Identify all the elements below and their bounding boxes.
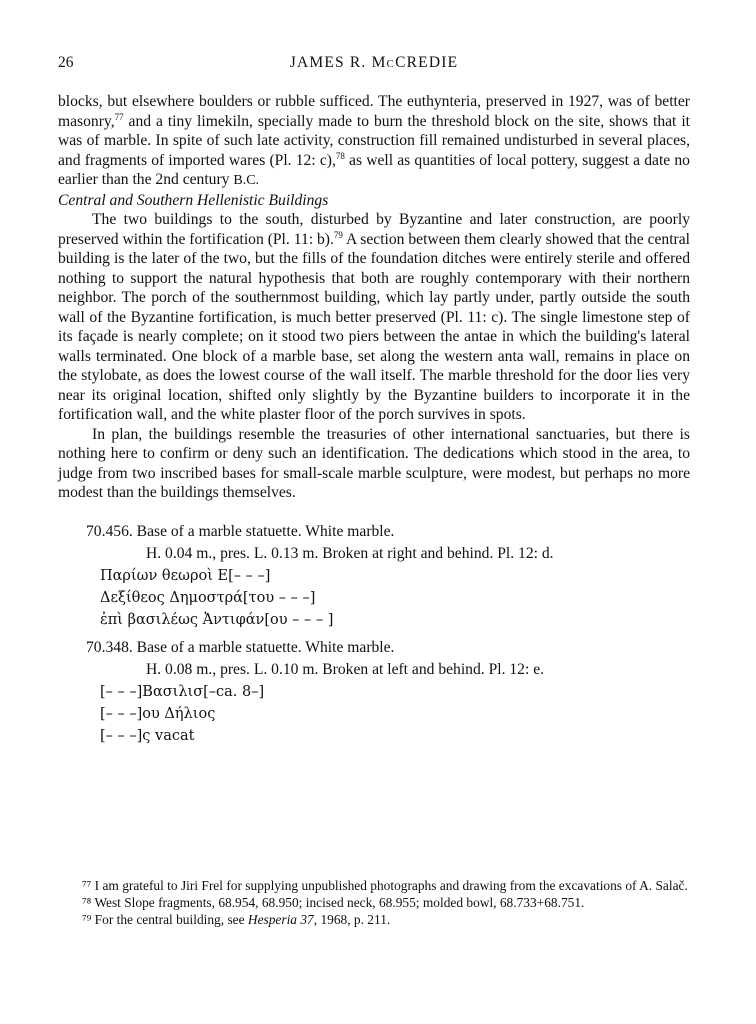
catalogue-title: 70.456. Base of a marble statuette. White marble. bbox=[86, 522, 395, 540]
inscription-line: Παρίων θεωροὶ Ε[– – –] bbox=[100, 567, 271, 584]
catalogue-entry bbox=[58, 637, 690, 747]
intro-text-1: blocks, but elsewhere boulders or rubble sufficed. The euthynteria, preserved in 1927, was of better masonry, bbox=[58, 93, 690, 130]
page-number: 26 bbox=[58, 54, 74, 71]
catalogue-entry bbox=[58, 521, 690, 631]
running-title: JAMES R. McCREDIE bbox=[289, 54, 459, 71]
footnote-79-text: ⁷⁹ For the central building, see bbox=[82, 912, 248, 927]
inscription-line: [– – –]Βασιλισ[–ca. 8–] bbox=[100, 683, 265, 700]
footnotes bbox=[58, 878, 690, 928]
inscription-line: [– – –]ου Δήλιος bbox=[100, 705, 216, 722]
footnote-ref-78: 78 bbox=[335, 150, 345, 161]
footnote-79 bbox=[58, 912, 690, 928]
intro-text-2: and a tiny limekiln, specially made to burn the threshold block on the site, shows that it was of marble. In spite of such late activity, construction fill remained undisturbed in several places, and fragments of imported wares (Pl. 12: c), bbox=[58, 112, 690, 169]
inscription-line: Δεξίθεος Δημοστρά[του – – –] bbox=[100, 589, 316, 606]
inscription-line: ἐπὶ βασιλέως Ἀντιφάν[ου – – – ] bbox=[100, 611, 334, 628]
para1-text-b: A section between them clearly showed that the central building is the later of the two, but the fills of the foundation ditches were entirely sterile and offered nothing to support the natural hypothesis that both are roughly contemporary with their northern neighbor. The porch of the southernmost building, which lay partly under, partly outside the south wall of the Byzantine fortification, is much better preserved (Pl. 11: c). The single limestone step of its façade is nearly complete; on it stood two piers between the antae in which the building's lateral walls terminated. One block of a marble base, set along the western anta wall, remains in place on the stylobate, as does the lowest course of the wall itself. The marble threshold for the door lies very near its original location, shifted only slightly by the Byzantine builders to incorporate it in the fortification wall, and the white plaster floor of the porch survives in spots. bbox=[58, 230, 690, 423]
footnote-ref-79: 79 bbox=[333, 229, 343, 240]
inscription-line: [– – –]ς vacat bbox=[100, 727, 195, 744]
catalogue-title: 70.348. Base of a marble statuette. White marble. bbox=[86, 638, 395, 656]
page-header bbox=[58, 48, 690, 72]
intro-text-3: as well as quantities of local pottery, suggest a date no earlier than the 2nd century bbox=[58, 151, 690, 188]
footnote-79-tail: 1968, p. 211. bbox=[317, 912, 391, 927]
footnote-78: ⁷⁸ West Slope fragments, 68.954, 68.950; incised neck, 68.955; molded bowl, 68.733+68.751. bbox=[82, 895, 585, 910]
section-paragraph-2: In plan, the buildings resemble the treasuries of other international sanctuaries, but there is nothing here to confirm or deny such an identification. The dedications which stood in the area, to judge from two inscribed bases for small-scale marble sculpture, were modest, but perhaps no more modest than the buildings themselves. bbox=[58, 425, 690, 501]
bc-abbrev: B.C. bbox=[233, 173, 260, 188]
catalogue-meta: H. 0.08 m., pres. L. 0.10 m. Broken at left and behind. Pl. 12: e. bbox=[146, 660, 545, 678]
section-heading: Central and Southern Hellenistic Buildings bbox=[58, 191, 329, 209]
intro-paragraph bbox=[58, 92, 690, 191]
journal-title: Hesperia 37, bbox=[247, 912, 318, 927]
para1-text-a: The two buildings to the south, disturbed by Byzantine and later construction, are poorly preserved within the fortification (Pl. 11: b). bbox=[58, 211, 690, 248]
section-paragraph-1 bbox=[58, 210, 690, 425]
footnote-77: ⁷⁷ I am grateful to Jiri Frel for supplying unpublished photographs and drawing from the excavations of A. Salač. bbox=[82, 878, 688, 893]
footnote-ref-77: 77 bbox=[114, 111, 124, 122]
main-text bbox=[58, 92, 690, 503]
page bbox=[58, 48, 690, 747]
catalogue-meta: H. 0.04 m., pres. L. 0.13 m. Broken at right and behind. Pl. 12: d. bbox=[146, 544, 554, 562]
